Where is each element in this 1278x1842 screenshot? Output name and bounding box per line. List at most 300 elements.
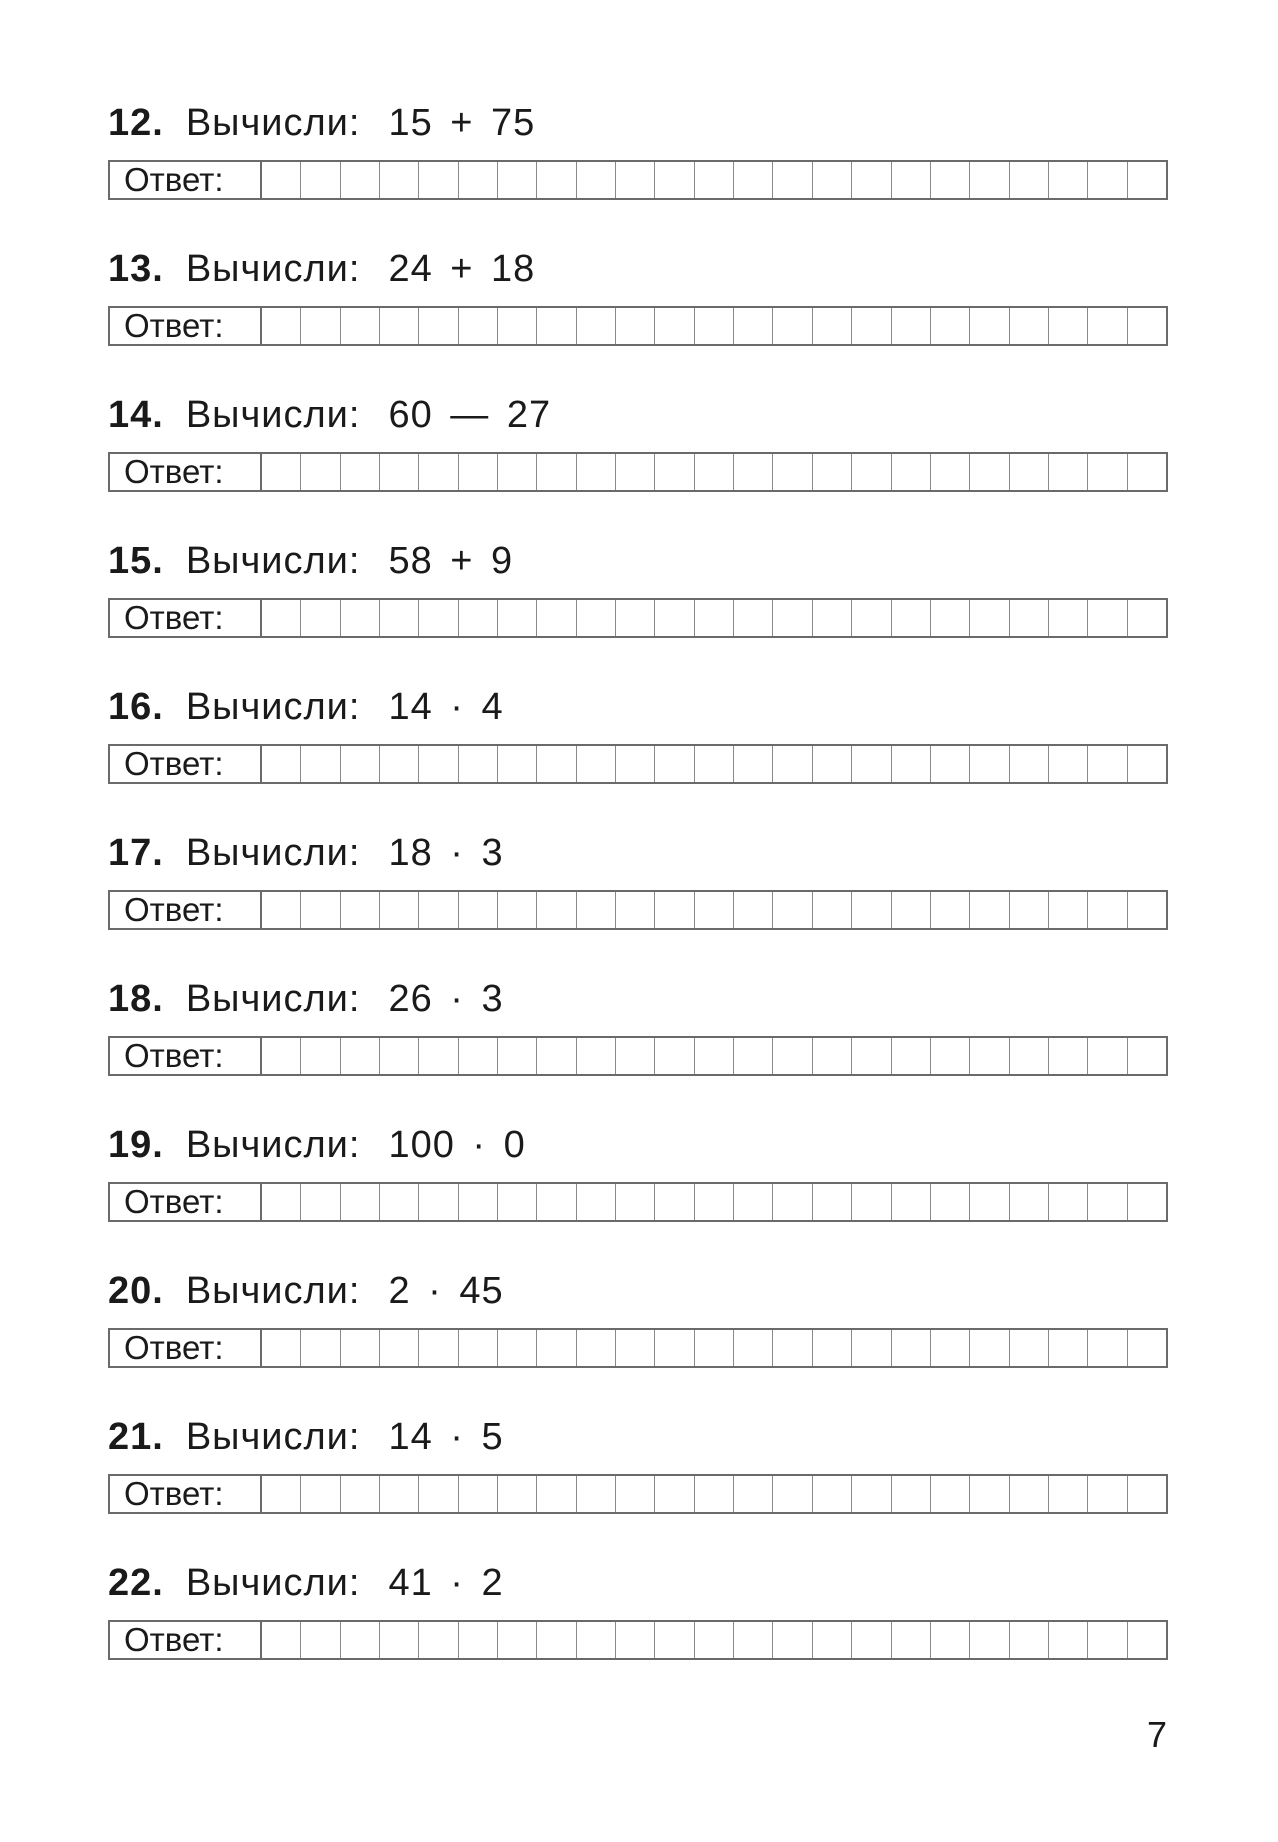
answer-cell[interactable] — [892, 600, 931, 636]
answer-cell[interactable] — [459, 600, 498, 636]
task-16 — [108, 678, 1168, 784]
task-number: 22. — [108, 1561, 164, 1604]
answer-cell[interactable] — [1128, 162, 1166, 198]
answer-cell[interactable] — [655, 746, 694, 782]
answer-cell[interactable] — [419, 162, 458, 198]
answer-cell[interactable] — [419, 1038, 458, 1074]
answer-cell[interactable] — [1088, 600, 1127, 636]
answer-cell[interactable] — [577, 1476, 616, 1512]
answer-cell[interactable] — [537, 308, 576, 344]
answer-cell[interactable] — [813, 892, 852, 928]
answer-cell[interactable] — [970, 892, 1009, 928]
answer-cell[interactable] — [537, 1184, 576, 1220]
answer-cell[interactable] — [616, 600, 655, 636]
answer-cell[interactable] — [773, 1476, 812, 1512]
answer-cell[interactable] — [616, 1184, 655, 1220]
answer-cell[interactable] — [1010, 1184, 1049, 1220]
answer-field[interactable] — [108, 890, 1168, 930]
answer-cell[interactable] — [1088, 454, 1127, 490]
answer-cell[interactable] — [734, 1038, 773, 1074]
answer-cell[interactable] — [380, 1622, 419, 1658]
task-number: 14. — [108, 393, 164, 436]
answer-cell[interactable] — [419, 892, 458, 928]
task-expression: 14 · 5 — [388, 1415, 504, 1458]
answer-cell[interactable] — [931, 600, 970, 636]
answer-cells[interactable] — [262, 454, 1166, 490]
answer-cell[interactable] — [813, 1622, 852, 1658]
answer-cell[interactable] — [852, 308, 891, 344]
answer-cell[interactable] — [734, 308, 773, 344]
answer-cell[interactable] — [301, 892, 340, 928]
task-number: 12. — [108, 101, 164, 144]
answer-cell[interactable] — [1010, 308, 1049, 344]
answer-cell[interactable] — [301, 454, 340, 490]
answer-cell[interactable] — [813, 1476, 852, 1512]
answer-cell[interactable] — [1010, 1330, 1049, 1366]
answer-cell[interactable] — [892, 1330, 931, 1366]
answer-cell[interactable] — [695, 600, 734, 636]
answer-cell[interactable] — [852, 454, 891, 490]
answer-cell[interactable] — [695, 1184, 734, 1220]
answer-cell[interactable] — [852, 1184, 891, 1220]
answer-cell[interactable] — [498, 1622, 537, 1658]
answer-cell[interactable] — [970, 1184, 1009, 1220]
answer-cell[interactable] — [301, 162, 340, 198]
answer-cell[interactable] — [262, 454, 301, 490]
answer-cell[interactable] — [655, 1038, 694, 1074]
answer-cell[interactable] — [380, 162, 419, 198]
answer-cell[interactable] — [341, 600, 380, 636]
answer-cell[interactable] — [1128, 1476, 1166, 1512]
answer-field[interactable] — [108, 452, 1168, 492]
answer-cell[interactable] — [852, 1476, 891, 1512]
answer-cells[interactable] — [262, 308, 1166, 344]
answer-cell[interactable] — [931, 162, 970, 198]
answer-cell[interactable] — [1128, 1038, 1166, 1074]
answer-cell[interactable] — [734, 1622, 773, 1658]
answer-cell[interactable] — [1128, 892, 1166, 928]
answer-cells[interactable] — [262, 1330, 1166, 1366]
answer-cell[interactable] — [419, 454, 458, 490]
answer-cell[interactable] — [655, 454, 694, 490]
answer-cell[interactable] — [498, 1476, 537, 1512]
answer-cell[interactable] — [695, 1476, 734, 1512]
answer-cell[interactable] — [695, 162, 734, 198]
answer-cell[interactable] — [577, 308, 616, 344]
answer-cell[interactable] — [459, 746, 498, 782]
answer-cell[interactable] — [695, 892, 734, 928]
answer-cell[interactable] — [931, 454, 970, 490]
answer-cell[interactable] — [616, 1038, 655, 1074]
answer-cell[interactable] — [1128, 1184, 1166, 1220]
answer-cell[interactable] — [931, 308, 970, 344]
task-18 — [108, 970, 1168, 1076]
answer-cell[interactable] — [537, 1622, 576, 1658]
answer-cell[interactable] — [380, 454, 419, 490]
answer-cell[interactable] — [341, 1038, 380, 1074]
answer-cell[interactable] — [931, 892, 970, 928]
answer-cell[interactable] — [498, 454, 537, 490]
answer-cell[interactable] — [577, 1622, 616, 1658]
answer-cell[interactable] — [931, 1476, 970, 1512]
answer-cell[interactable] — [577, 454, 616, 490]
answer-cell[interactable] — [1128, 308, 1166, 344]
answer-cell[interactable] — [301, 600, 340, 636]
answer-cell[interactable] — [1049, 892, 1088, 928]
answer-cell[interactable] — [577, 746, 616, 782]
answer-cell[interactable] — [655, 162, 694, 198]
answer-cell[interactable] — [970, 308, 1009, 344]
answer-cell[interactable] — [655, 1184, 694, 1220]
answer-cell[interactable] — [734, 454, 773, 490]
answer-cell[interactable] — [341, 1330, 380, 1366]
answer-cell[interactable] — [537, 892, 576, 928]
answer-cell[interactable] — [459, 1330, 498, 1366]
answer-cell[interactable] — [773, 1622, 812, 1658]
answer-cell[interactable] — [459, 308, 498, 344]
answer-cell[interactable] — [655, 1476, 694, 1512]
answer-cell[interactable] — [892, 892, 931, 928]
answer-cell[interactable] — [734, 162, 773, 198]
task-20 — [108, 1262, 1168, 1368]
answer-cell[interactable] — [498, 1330, 537, 1366]
answer-cell[interactable] — [892, 454, 931, 490]
answer-cell[interactable] — [813, 1184, 852, 1220]
answer-field[interactable] — [108, 1328, 1168, 1368]
task-instruction: Вычисли: — [185, 101, 361, 144]
answer-cell[interactable] — [577, 162, 616, 198]
answer-cell[interactable] — [459, 162, 498, 198]
answer-cell[interactable] — [813, 746, 852, 782]
answer-cell[interactable] — [419, 1476, 458, 1512]
answer-cell[interactable] — [459, 1622, 498, 1658]
answer-field[interactable] — [108, 160, 1168, 200]
answer-cell[interactable] — [773, 1184, 812, 1220]
answer-cell[interactable] — [341, 162, 380, 198]
answer-cell[interactable] — [695, 1330, 734, 1366]
answer-cell[interactable] — [892, 1038, 931, 1074]
answer-cell[interactable] — [380, 1038, 419, 1074]
answer-cell[interactable] — [931, 1622, 970, 1658]
answer-cell[interactable] — [1128, 1622, 1166, 1658]
task-expression: 60 — 27 — [388, 393, 552, 436]
answer-cell[interactable] — [852, 1622, 891, 1658]
answer-cell[interactable] — [301, 1622, 340, 1658]
answer-cell[interactable] — [773, 600, 812, 636]
answer-cell[interactable] — [695, 308, 734, 344]
answer-cells[interactable] — [262, 162, 1166, 198]
answer-cell[interactable] — [419, 1184, 458, 1220]
answer-cell[interactable] — [380, 1184, 419, 1220]
answer-field[interactable] — [108, 1474, 1168, 1514]
answer-cell[interactable] — [1088, 1184, 1127, 1220]
answer-cell[interactable] — [537, 162, 576, 198]
answer-cell[interactable] — [301, 1184, 340, 1220]
answer-cell[interactable] — [892, 308, 931, 344]
answer-cell[interactable] — [537, 1038, 576, 1074]
answer-cell[interactable] — [459, 454, 498, 490]
answer-cell[interactable] — [1049, 162, 1088, 198]
answer-cell[interactable] — [498, 1184, 537, 1220]
answer-cell[interactable] — [655, 1622, 694, 1658]
answer-cell[interactable] — [1128, 454, 1166, 490]
answer-cell[interactable] — [970, 746, 1009, 782]
answer-cell[interactable] — [419, 308, 458, 344]
answer-cell[interactable] — [537, 1476, 576, 1512]
answer-cell[interactable] — [931, 1184, 970, 1220]
answer-cell[interactable] — [1088, 162, 1127, 198]
answer-cell[interactable] — [262, 162, 301, 198]
answer-cell[interactable] — [852, 1330, 891, 1366]
answer-cell[interactable] — [773, 892, 812, 928]
answer-cell[interactable] — [970, 454, 1009, 490]
answer-cell[interactable] — [1010, 1038, 1049, 1074]
answer-cell[interactable] — [459, 1184, 498, 1220]
page-number: 7 — [1147, 1714, 1168, 1755]
answer-cell[interactable] — [892, 746, 931, 782]
answer-cell[interactable] — [734, 892, 773, 928]
answer-cell[interactable] — [498, 308, 537, 344]
answer-cell[interactable] — [301, 1038, 340, 1074]
answer-cell[interactable] — [341, 308, 380, 344]
answer-cell[interactable] — [1088, 746, 1127, 782]
answer-cell[interactable] — [813, 162, 852, 198]
answer-label: Ответ: — [110, 1622, 262, 1658]
answer-cell[interactable] — [616, 454, 655, 490]
answer-cell[interactable] — [459, 1038, 498, 1074]
answer-cell[interactable] — [459, 892, 498, 928]
answer-cell[interactable] — [734, 1184, 773, 1220]
answer-cell[interactable] — [537, 1330, 576, 1366]
answer-label: Ответ: — [110, 162, 262, 198]
answer-cell[interactable] — [419, 600, 458, 636]
answer-cell[interactable] — [577, 892, 616, 928]
answer-cell[interactable] — [970, 1330, 1009, 1366]
answer-label: Ответ: — [110, 600, 262, 636]
answer-field[interactable] — [108, 1620, 1168, 1660]
answer-cell[interactable] — [341, 1476, 380, 1512]
answer-cell[interactable] — [773, 746, 812, 782]
answer-cells[interactable] — [262, 600, 1166, 636]
answer-cell[interactable] — [852, 746, 891, 782]
answer-cell[interactable] — [695, 1622, 734, 1658]
answer-field[interactable] — [108, 598, 1168, 638]
answer-cell[interactable] — [1049, 1330, 1088, 1366]
answer-cell[interactable] — [380, 600, 419, 636]
answer-cell[interactable] — [773, 162, 812, 198]
answer-cell[interactable] — [1049, 454, 1088, 490]
answer-cell[interactable] — [970, 1622, 1009, 1658]
answer-cell[interactable] — [262, 308, 301, 344]
answer-cell[interactable] — [616, 1622, 655, 1658]
answer-cell[interactable] — [341, 1184, 380, 1220]
answer-cell[interactable] — [262, 746, 301, 782]
answer-cell[interactable] — [734, 1330, 773, 1366]
answer-cell[interactable] — [1088, 308, 1127, 344]
answer-cells[interactable] — [262, 892, 1166, 928]
answer-cell[interactable] — [616, 1330, 655, 1366]
answer-cell[interactable] — [655, 892, 694, 928]
answer-cell[interactable] — [1010, 892, 1049, 928]
answer-cell[interactable] — [616, 162, 655, 198]
answer-cell[interactable] — [262, 1330, 301, 1366]
task-expression: 58 + 9 — [388, 539, 514, 582]
answer-field[interactable] — [108, 1182, 1168, 1222]
answer-cell[interactable] — [1010, 162, 1049, 198]
answer-cell[interactable] — [931, 1038, 970, 1074]
answer-cell[interactable] — [616, 308, 655, 344]
answer-cell[interactable] — [931, 1330, 970, 1366]
answer-cells[interactable] — [262, 746, 1166, 782]
answer-cell[interactable] — [380, 1476, 419, 1512]
answer-cell[interactable] — [1010, 1476, 1049, 1512]
answer-cell[interactable] — [1049, 1622, 1088, 1658]
answer-cell[interactable] — [852, 1038, 891, 1074]
answer-cell[interactable] — [1010, 600, 1049, 636]
answer-cell[interactable] — [537, 454, 576, 490]
answer-cell[interactable] — [970, 1038, 1009, 1074]
answer-cell[interactable] — [577, 1038, 616, 1074]
answer-cell[interactable] — [813, 1330, 852, 1366]
answer-cell[interactable] — [537, 746, 576, 782]
answer-cell[interactable] — [498, 600, 537, 636]
answer-field[interactable] — [108, 1036, 1168, 1076]
answer-cell[interactable] — [734, 746, 773, 782]
answer-label: Ответ: — [110, 454, 262, 490]
answer-cell[interactable] — [498, 162, 537, 198]
answer-cell[interactable] — [773, 1330, 812, 1366]
task-13 — [108, 240, 1168, 346]
answer-cell[interactable] — [419, 1330, 458, 1366]
answer-cell[interactable] — [1010, 454, 1049, 490]
answer-cell[interactable] — [1088, 1038, 1127, 1074]
answer-cell[interactable] — [577, 1330, 616, 1366]
answer-cell[interactable] — [1128, 600, 1166, 636]
answer-cell[interactable] — [970, 600, 1009, 636]
answer-cell[interactable] — [459, 1476, 498, 1512]
answer-cell[interactable] — [773, 1038, 812, 1074]
answer-cell[interactable] — [852, 892, 891, 928]
answer-cell[interactable] — [262, 1476, 301, 1512]
task-number: 18. — [108, 977, 164, 1020]
answer-cell[interactable] — [1049, 600, 1088, 636]
answer-cell[interactable] — [262, 892, 301, 928]
answer-cell[interactable] — [380, 1330, 419, 1366]
task-number: 20. — [108, 1269, 164, 1312]
answer-cell[interactable] — [695, 746, 734, 782]
answer-cell[interactable] — [1010, 746, 1049, 782]
answer-cell[interactable] — [695, 1038, 734, 1074]
answer-cell[interactable] — [852, 600, 891, 636]
answer-field[interactable] — [108, 744, 1168, 784]
answer-cell[interactable] — [262, 1184, 301, 1220]
answer-cell[interactable] — [1049, 746, 1088, 782]
answer-cell[interactable] — [734, 1476, 773, 1512]
answer-cell[interactable] — [892, 1184, 931, 1220]
answer-cells[interactable] — [262, 1476, 1166, 1512]
answer-cell[interactable] — [734, 600, 773, 636]
answer-cell[interactable] — [616, 746, 655, 782]
task-expression: 15 + 75 — [388, 101, 536, 144]
answer-label: Ответ: — [110, 1184, 262, 1220]
answer-cells[interactable] — [262, 1038, 1166, 1074]
answer-cell[interactable] — [813, 1038, 852, 1074]
answer-cell[interactable] — [813, 454, 852, 490]
answer-cell[interactable] — [1088, 1476, 1127, 1512]
answer-cells[interactable] — [262, 1184, 1166, 1220]
answer-cell[interactable] — [301, 308, 340, 344]
answer-cell[interactable] — [341, 746, 380, 782]
answer-cell[interactable] — [813, 600, 852, 636]
answer-cell[interactable] — [1049, 308, 1088, 344]
answer-cell[interactable] — [813, 308, 852, 344]
answer-cell[interactable] — [380, 308, 419, 344]
answer-cell[interactable] — [616, 892, 655, 928]
task-instruction: Вычисли: — [185, 1123, 361, 1166]
answer-cell[interactable] — [301, 746, 340, 782]
answer-cell[interactable] — [695, 454, 734, 490]
answer-cell[interactable] — [262, 600, 301, 636]
answer-cell[interactable] — [301, 1330, 340, 1366]
task-number: 16. — [108, 685, 164, 728]
answer-cell[interactable] — [655, 600, 694, 636]
answer-cell[interactable] — [655, 1330, 694, 1366]
answer-cell[interactable] — [1049, 1476, 1088, 1512]
answer-field[interactable] — [108, 306, 1168, 346]
answer-cell[interactable] — [931, 746, 970, 782]
answer-cell[interactable] — [970, 162, 1009, 198]
answer-cell[interactable] — [380, 892, 419, 928]
answer-cell[interactable] — [1088, 1330, 1127, 1366]
answer-cell[interactable] — [655, 308, 694, 344]
answer-cell[interactable] — [301, 1476, 340, 1512]
task-number: 13. — [108, 247, 164, 290]
answer-cell[interactable] — [341, 892, 380, 928]
task-number: 17. — [108, 831, 164, 874]
answer-cell[interactable] — [341, 1622, 380, 1658]
answer-cell[interactable] — [537, 600, 576, 636]
answer-cell[interactable] — [1049, 1038, 1088, 1074]
answer-cell[interactable] — [498, 892, 537, 928]
answer-cell[interactable] — [577, 1184, 616, 1220]
task-number: 21. — [108, 1415, 164, 1458]
answer-cell[interactable] — [1010, 1622, 1049, 1658]
answer-cell[interactable] — [773, 308, 812, 344]
answer-cell[interactable] — [616, 1476, 655, 1512]
answer-cell[interactable] — [1128, 746, 1166, 782]
answer-cell[interactable] — [773, 454, 812, 490]
answer-cell[interactable] — [341, 454, 380, 490]
answer-cell[interactable] — [419, 1622, 458, 1658]
answer-cell[interactable] — [262, 1622, 301, 1658]
answer-cell[interactable] — [498, 746, 537, 782]
answer-cell[interactable] — [498, 1038, 537, 1074]
answer-cell[interactable] — [577, 600, 616, 636]
answer-cell[interactable] — [1128, 1330, 1166, 1366]
answer-cell[interactable] — [892, 1476, 931, 1512]
answer-cell[interactable] — [1088, 1622, 1127, 1658]
answer-cell[interactable] — [892, 162, 931, 198]
answer-cell[interactable] — [1088, 892, 1127, 928]
answer-cell[interactable] — [892, 1622, 931, 1658]
answer-cell[interactable] — [970, 1476, 1009, 1512]
answer-cell[interactable] — [419, 746, 458, 782]
answer-cell[interactable] — [1049, 1184, 1088, 1220]
answer-cell[interactable] — [380, 746, 419, 782]
answer-cell[interactable] — [852, 162, 891, 198]
answer-cell[interactable] — [262, 1038, 301, 1074]
answer-cells[interactable] — [262, 1622, 1166, 1658]
